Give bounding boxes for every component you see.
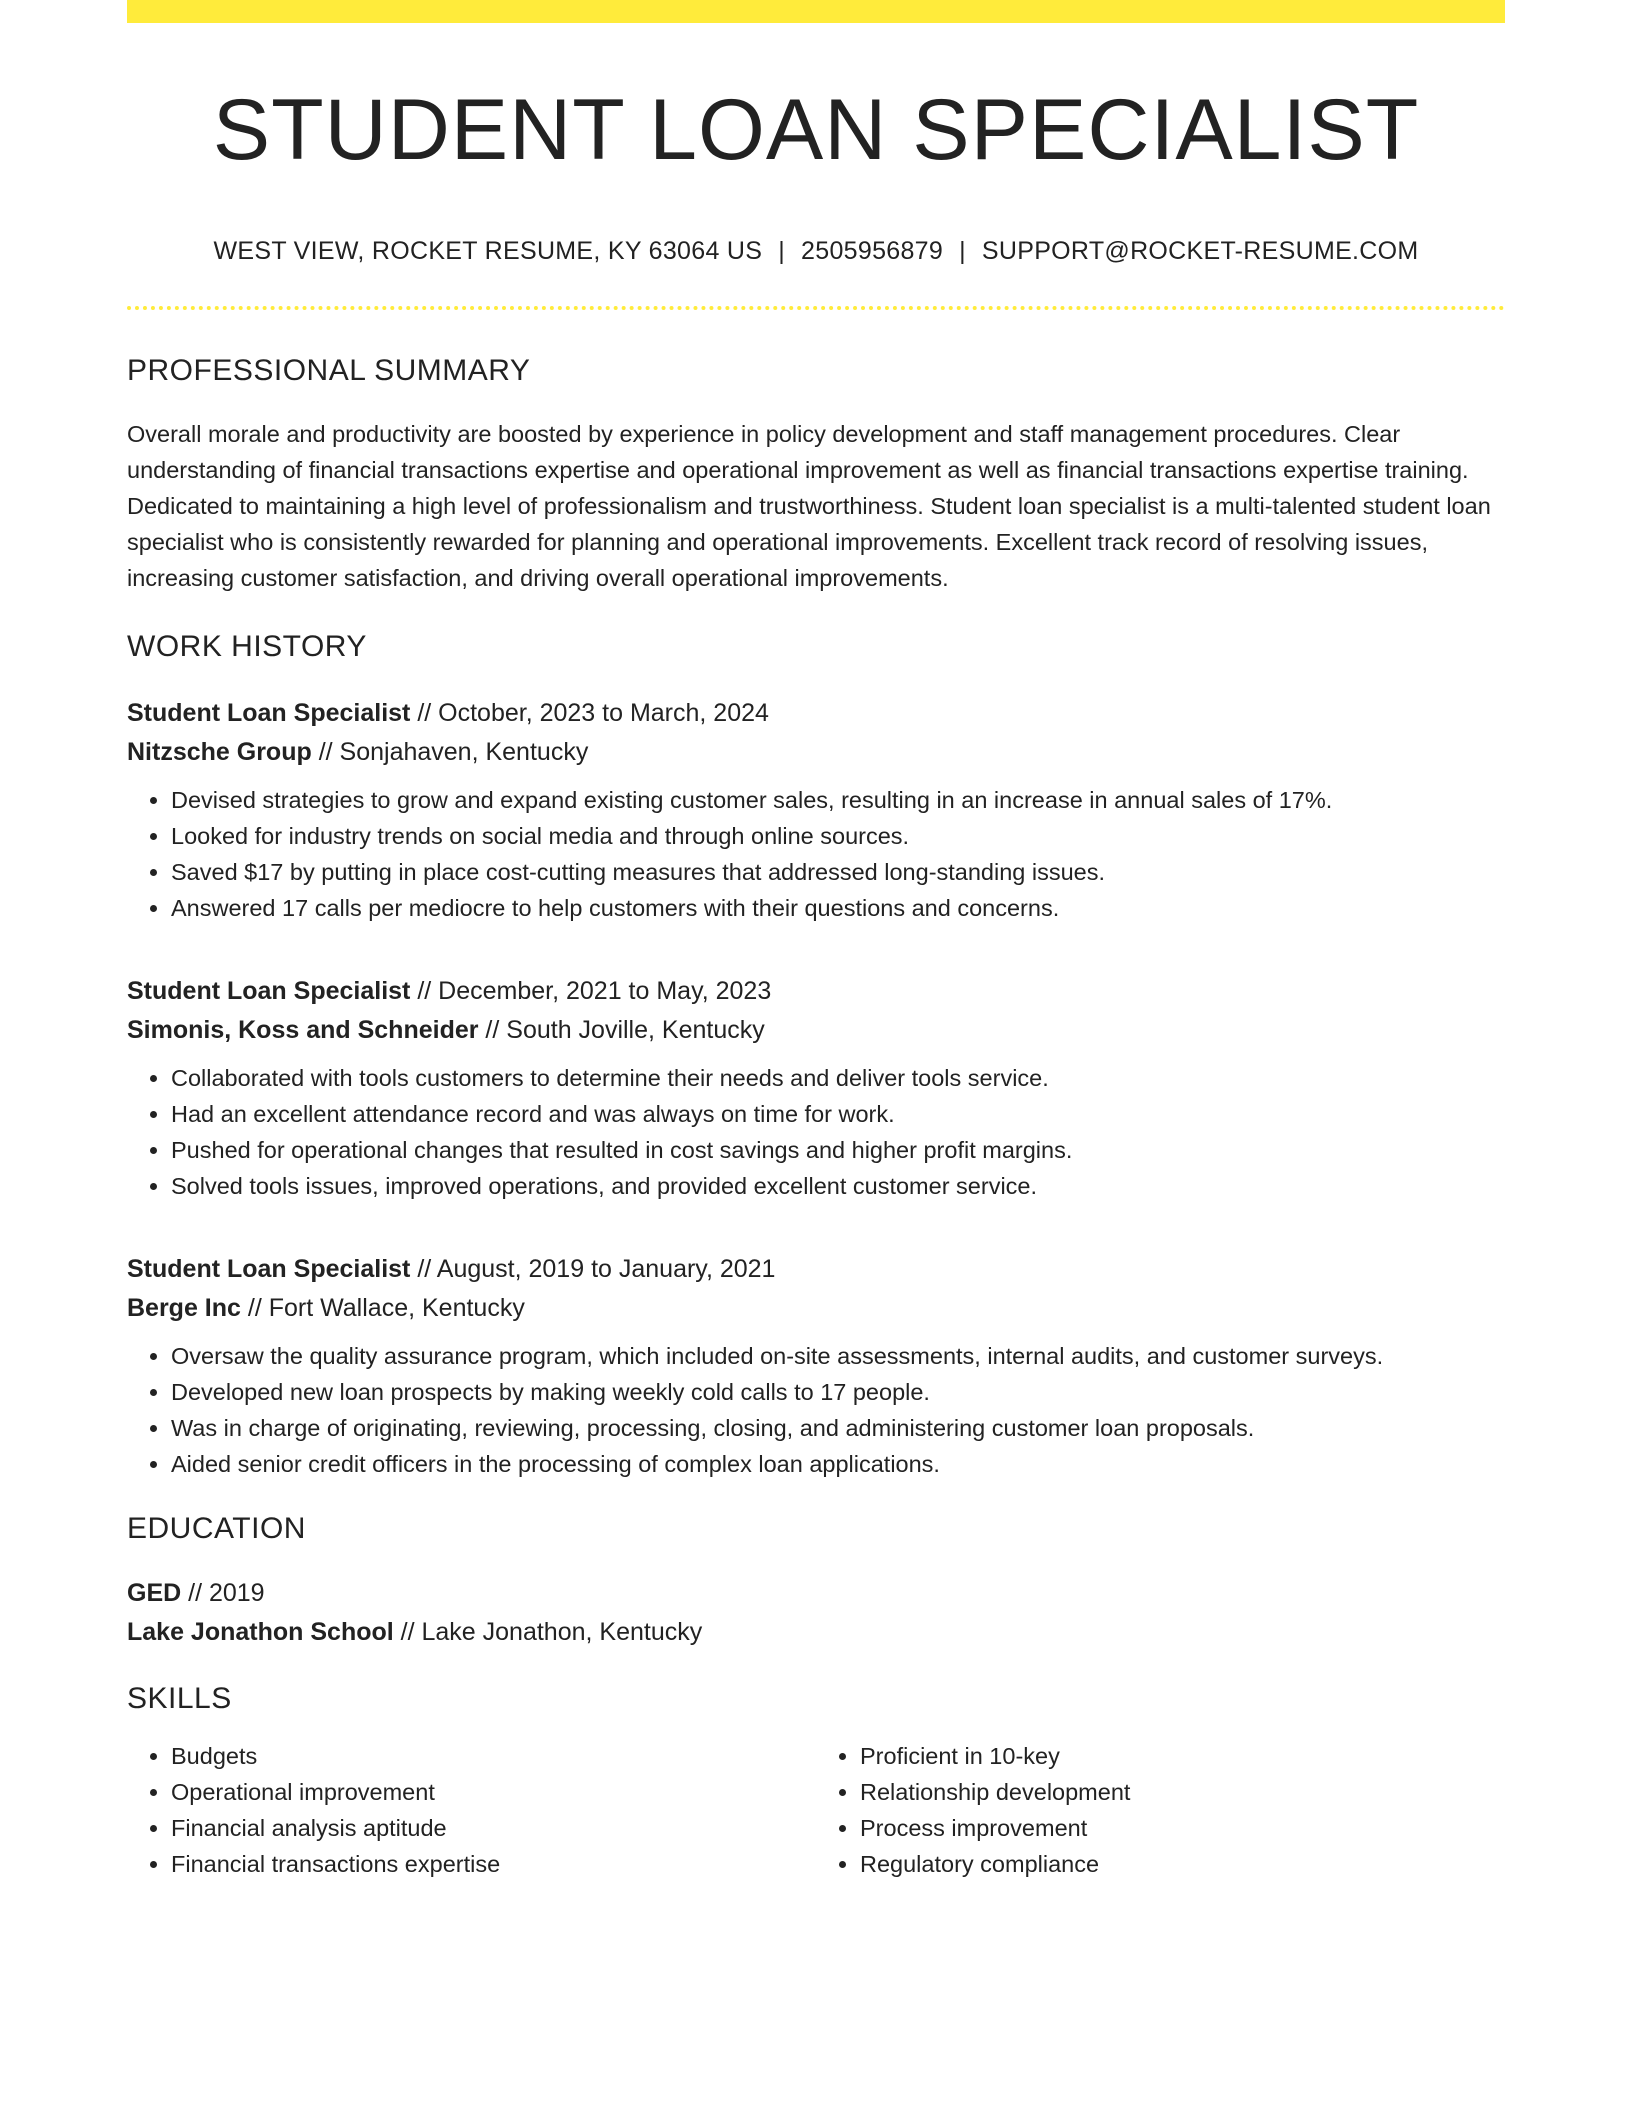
contact-separator: |: [778, 237, 786, 266]
job-dates: // October, 2023 to March, 2024: [410, 699, 769, 728]
education-school-line: [127, 1613, 1505, 1652]
list-item: • Pushed for operational changes that resulted in cost savings and higher profit margins.: [171, 1132, 1505, 1168]
skills-list: [127, 1738, 1505, 1882]
education-degree: GED: [127, 1579, 182, 1608]
job-bullets: [127, 1338, 1505, 1482]
contact-separator: |: [959, 237, 966, 266]
job-bullets: [127, 1060, 1505, 1204]
work-history-heading: WORK HISTORY: [127, 630, 367, 664]
job-entry: [127, 972, 1505, 1204]
job-company-line: [127, 1011, 1505, 1050]
job-role: Student Loan Specialist: [127, 977, 411, 1006]
job-company: Nitzsche Group: [127, 738, 312, 767]
job-entry: [127, 1250, 1505, 1482]
education-heading: EDUCATION: [127, 1512, 306, 1546]
skills-column-left: [127, 1738, 816, 1882]
address: WEST VIEW, ROCKET RESUME, KY 63064 US: [213, 237, 763, 266]
accent-bar: [127, 0, 1505, 23]
skill-item: • Regulatory compliance: [860, 1846, 1505, 1882]
job-dates: // August, 2019 to January, 2021: [410, 1255, 776, 1284]
skill-item: • Proficient in 10-key: [860, 1738, 1505, 1774]
job-company-line: [127, 1289, 1505, 1328]
job-title-line: [127, 1250, 1505, 1289]
job-location: // Sonjahaven, Kentucky: [311, 738, 589, 767]
resume-title: STUDENT LOAN SPECIALIST: [212, 82, 1420, 178]
job-company-line: [127, 733, 1505, 772]
dotted-divider: [127, 306, 1505, 310]
email: SUPPORT@ROCKET-RESUME.COM: [981, 237, 1419, 266]
job-role: Student Loan Specialist: [127, 699, 411, 728]
skill-item: • Financial analysis aptitude: [171, 1810, 816, 1846]
job-bullets: [127, 782, 1505, 926]
contact-line: [127, 237, 1505, 266]
job-company: Simonis, Koss and Schneider: [127, 1016, 479, 1045]
job-entry: [127, 694, 1505, 926]
education-school: Lake Jonathon School: [127, 1618, 394, 1647]
skill-item: • Financial transactions expertise: [171, 1846, 816, 1882]
list-item: • Devised strategies to grow and expand existing customer sales, resulting in an increase in annual sales of 17%.: [171, 782, 1505, 818]
list-item: • Looked for industry trends on social media and through online sources.: [171, 818, 1505, 854]
list-item: • Solved tools issues, improved operations, and provided excellent customer service.: [171, 1168, 1505, 1204]
skill-item: • Budgets: [171, 1738, 816, 1774]
skills-heading: SKILLS: [127, 1682, 232, 1716]
education-entry: [127, 1574, 1505, 1652]
skill-item: • Process improvement: [860, 1810, 1505, 1846]
job-company: Berge Inc: [127, 1294, 241, 1323]
list-item: • Answered 17 calls per mediocre to help customers with their questions and concerns.: [171, 890, 1505, 926]
list-item: • Developed new loan prospects by making weekly cold calls to 17 people.: [171, 1374, 1505, 1410]
job-title-line: [127, 972, 1505, 1011]
skill-item: • Operational improvement: [171, 1774, 816, 1810]
list-item: • Saved $17 by putting in place cost-cutting measures that addressed long-standing issues.: [171, 854, 1505, 890]
job-title-line: [127, 694, 1505, 733]
list-item: • Had an excellent attendance record and was always on time for work.: [171, 1096, 1505, 1132]
job-location: // Fort Wallace, Kentucky: [240, 1294, 525, 1323]
list-item: • Collaborated with tools customers to determine their needs and deliver tools service.: [171, 1060, 1505, 1096]
skill-item: • Relationship development: [860, 1774, 1505, 1810]
job-location: // South Joville, Kentucky: [478, 1016, 765, 1045]
education-location: // Lake Jonathon, Kentucky: [393, 1618, 703, 1647]
skills-column-right: [816, 1738, 1505, 1882]
education-year: // 2019: [181, 1579, 265, 1608]
list-item: • Was in charge of originating, reviewing, processing, closing, and administering customer loan proposals.: [171, 1410, 1505, 1446]
phone: 2505956879: [801, 237, 944, 266]
summary-heading: PROFESSIONAL SUMMARY: [127, 354, 531, 388]
summary-text: Overall morale and productivity are boosted by experience in policy development and staff management procedures. Clear understanding of financial transactions expertise and operational improvement as well as financial transactions expertise training. Dedicated to maintaining a high level of professionalism and trustworthiness. Student loan specialist is a multi-talented student loan specialist who is consistently rewarded for planning and operational improvements. Excellent track record of resolving issues, increasing customer satisfaction, and driving overall operational improvements.: [127, 421, 1491, 592]
job-dates: // December, 2021 to May, 2023: [410, 977, 772, 1006]
education-degree-line: [127, 1574, 1505, 1613]
list-item: • Aided senior credit officers in the processing of complex loan applications.: [171, 1446, 1505, 1482]
list-item: • Oversaw the quality assurance program, which included on-site assessments, internal audits, and customer surveys.: [171, 1338, 1505, 1374]
job-role: Student Loan Specialist: [127, 1255, 411, 1284]
